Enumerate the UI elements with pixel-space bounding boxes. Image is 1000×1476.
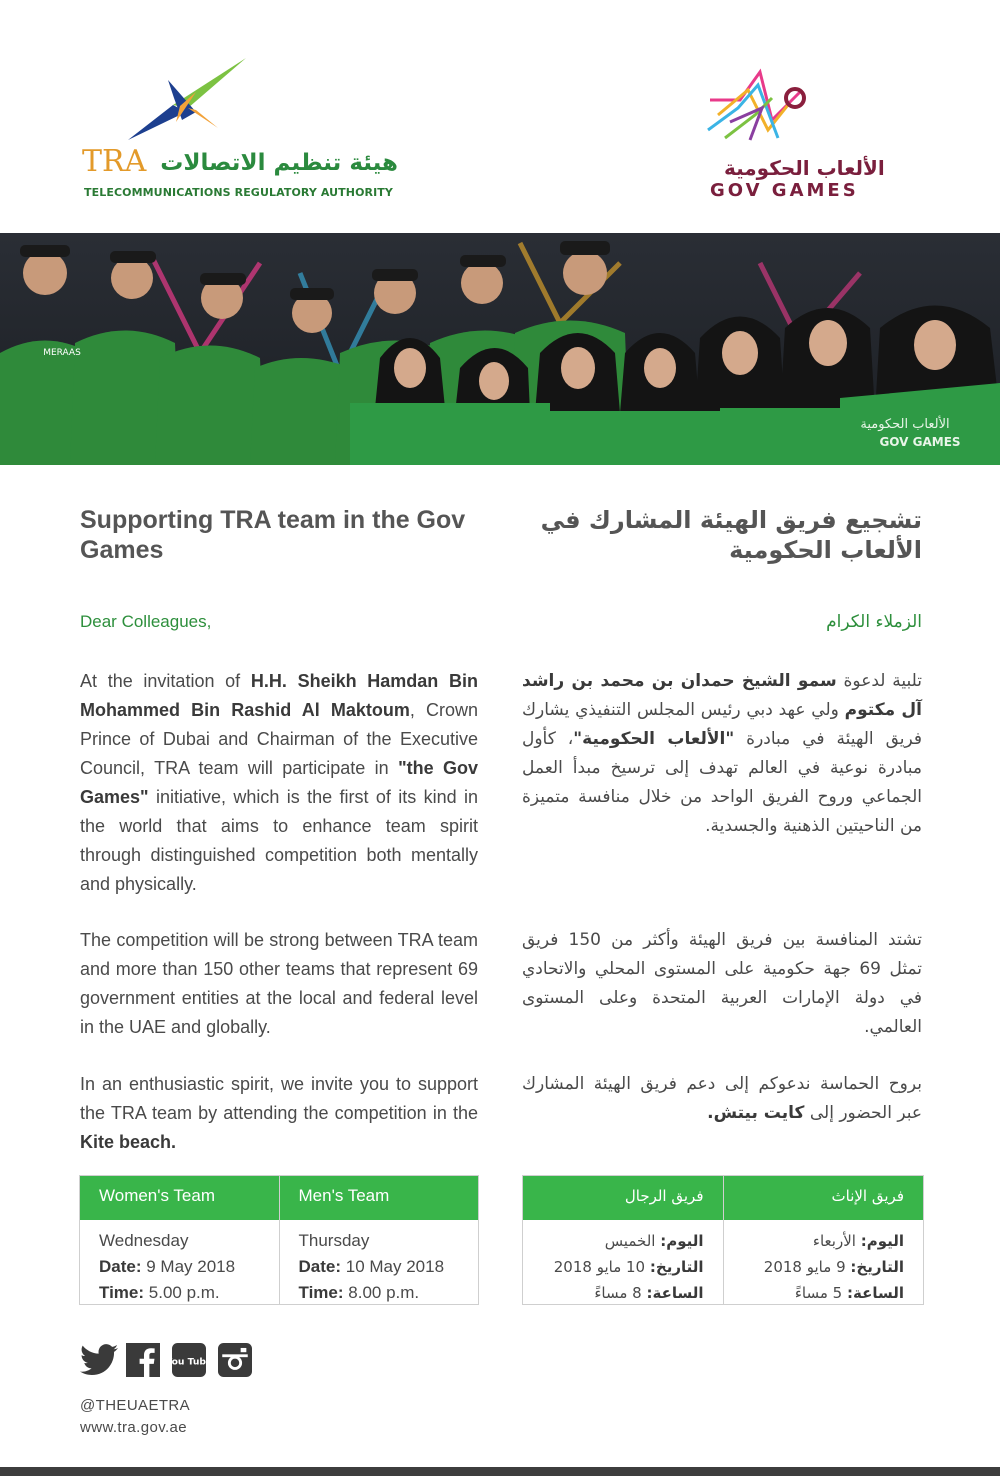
paragraph-3-english xyxy=(80,1070,478,1157)
greeting-english: Dear Colleagues, xyxy=(80,612,212,631)
date-label: Date: xyxy=(298,1257,342,1276)
date-label: التاريخ: xyxy=(850,1258,904,1276)
women-team-column xyxy=(80,1176,279,1304)
men-team-column-arabic xyxy=(523,1176,724,1304)
women-team-details xyxy=(80,1220,279,1306)
tra-subtitle: TELECOMMUNICATIONS REGULATORY AUTHORITY xyxy=(84,186,393,199)
men-team-details-arabic xyxy=(523,1220,723,1306)
men-team-details xyxy=(280,1220,479,1306)
day-value: الخميس xyxy=(604,1232,661,1250)
day-label: اليوم: xyxy=(860,1232,904,1250)
gov-games-emblem-icon xyxy=(700,60,940,160)
p3-bold-location: كايت بيتش. xyxy=(707,1103,805,1123)
men-date-arabic xyxy=(542,1254,704,1280)
time-label: Time: xyxy=(99,1283,145,1302)
women-time xyxy=(99,1280,260,1306)
p1-text: ، كأول مبادرة نوعية في العالم تهدف إلى ترسيخ مبدأ العمل الجماعي وروح الفريق الواحد من خلال منافسة متميزة من الناحيتين الذهنية والجسدية. xyxy=(522,729,922,836)
time-value: 5 مساءً xyxy=(794,1284,847,1302)
date-label: التاريخ: xyxy=(649,1258,704,1276)
paragraph-1-english xyxy=(80,667,478,899)
men-time xyxy=(299,1280,460,1306)
women-day: Wednesday xyxy=(99,1231,189,1250)
greeting-arabic: الزملاء الكرام xyxy=(826,612,922,632)
men-team-header-arabic: فريق الرجال xyxy=(523,1176,723,1220)
date-value: 9 مايو 2018 xyxy=(763,1258,851,1276)
p1-text: ولي عهد دبي رئيس المجلس التنفيذي يشارك فريق الهيئة في مبادرة xyxy=(522,700,922,749)
header xyxy=(0,0,1000,232)
time-value: 8 مساءً xyxy=(594,1284,647,1302)
date-value: 10 مايو 2018 xyxy=(553,1258,650,1276)
p3-bold-location: Kite beach. xyxy=(80,1132,177,1152)
shirt-sponsor: MERAAS xyxy=(43,348,81,358)
time-label: Time: xyxy=(298,1283,344,1302)
women-date xyxy=(99,1254,260,1280)
p1-text: At the invitation of xyxy=(80,671,251,691)
schedule-table-arabic xyxy=(522,1175,924,1305)
men-time-arabic xyxy=(542,1280,704,1306)
p1-bold-name: سمو الشيخ حمدان بن محمد بن راشد آل مكتوم xyxy=(522,671,922,720)
p1-text: تلبية لدعوة xyxy=(836,671,922,691)
gov-games-logo xyxy=(700,60,940,210)
twitter-icon[interactable] xyxy=(80,1343,116,1377)
date-label: Date: xyxy=(99,1257,142,1276)
team-photo-illustration xyxy=(0,233,1000,465)
day-label: اليوم: xyxy=(660,1232,704,1250)
tra-arabic-name: هيئة تنظيم الاتصالات xyxy=(160,150,398,176)
shirt-text-arabic: الألعاب الحكومية xyxy=(860,417,950,432)
p3-text: In an enthusiastic spirit, we invite you to support the TRA team by attending the competition in the xyxy=(80,1074,478,1123)
paragraph-2-english: The competition will be strong between TRA team and more than 150 other teams that represent 69 government entities at the local and federal level in the UAE and globally. xyxy=(80,930,478,1037)
time-label: الساعة: xyxy=(846,1284,904,1302)
women-team-column-arabic xyxy=(724,1176,924,1304)
p1-bold-initiative: "الألعاب الحكومية" xyxy=(573,729,735,749)
time-label: الساعة: xyxy=(646,1284,704,1302)
title-arabic: تشجيع فريق الهيئة المشارك في الألعاب الحكومية xyxy=(540,506,922,564)
schedule-table-english xyxy=(79,1175,479,1305)
date-value: 10 May 2018 xyxy=(341,1257,445,1276)
title-english: Supporting TRA team in the Gov Games xyxy=(80,506,466,564)
men-team-column xyxy=(279,1176,479,1304)
paragraph-2-arabic: تشتد المنافسة بين فريق الهيئة وأكثر من 150 فريق تمثل 69 جهة حكومية على المستوى المحلي والاتحادي في دولة الإمارات العربية المتحدة وعلى المستوى العالمي. xyxy=(522,930,923,1037)
p1-text: , Crown Prince of Dubai and Chairman of the Executive Council, TRA team will participate in xyxy=(80,700,478,778)
gov-games-arabic-name: الألعاب الحكومية xyxy=(724,156,885,180)
website-link[interactable]: www.tra.gov.ae xyxy=(80,1419,188,1436)
gov-games-latin-name: GOV GAMES xyxy=(710,180,859,201)
women-day-arabic xyxy=(743,1228,905,1254)
men-team-header: Men's Team xyxy=(280,1176,479,1220)
team-photo xyxy=(0,233,1000,465)
tra-emblem-icon xyxy=(78,50,398,150)
men-date xyxy=(299,1254,460,1280)
shirt-text-latin: GOV GAMES xyxy=(879,435,961,449)
paragraph-3-arabic xyxy=(522,1070,922,1128)
women-team-details-arabic xyxy=(724,1220,924,1306)
day-value: الأربعاء xyxy=(812,1232,861,1250)
time-value: 5.00 p.m. xyxy=(144,1283,220,1302)
women-team-header: Women's Team xyxy=(80,1176,279,1220)
women-team-header-arabic: فريق الإناث xyxy=(724,1176,924,1220)
p1-text: initiative, which is the first of its kind in the world that aims to enhance team spirit through distinguished competition both mentally and physically. xyxy=(80,787,478,894)
time-value: 8.00 p.m. xyxy=(343,1283,420,1302)
date-value: 9 May 2018 xyxy=(141,1257,236,1276)
youtube-icon[interactable] xyxy=(165,1343,213,1377)
paragraph-1-arabic xyxy=(522,667,922,841)
instagram-icon[interactable] xyxy=(218,1343,254,1377)
tra-logo xyxy=(78,50,398,210)
women-date-arabic xyxy=(743,1254,905,1280)
social-handle[interactable]: @THEUAETRA xyxy=(80,1397,191,1414)
social-icons xyxy=(80,1343,254,1377)
men-day: Thursday xyxy=(298,1231,370,1250)
youtube-icon-text: You Tube xyxy=(165,1356,213,1368)
facebook-icon[interactable] xyxy=(126,1343,162,1377)
men-day-arabic xyxy=(542,1228,704,1254)
footer-bar xyxy=(0,1467,1000,1476)
women-time-arabic xyxy=(743,1280,905,1306)
p3-text: بروح الحماسة ندعوكم إلى دعم فريق الهيئة المشارك عبر الحضور إلى xyxy=(522,1074,922,1123)
tra-latin-name: TRA xyxy=(82,144,147,179)
p1-bold-name: H.H. Sheikh Hamdan Bin Mohammed Bin Rashid Al Maktoum xyxy=(80,671,478,720)
p1-bold-initiative: "the Gov Games" xyxy=(80,758,478,807)
